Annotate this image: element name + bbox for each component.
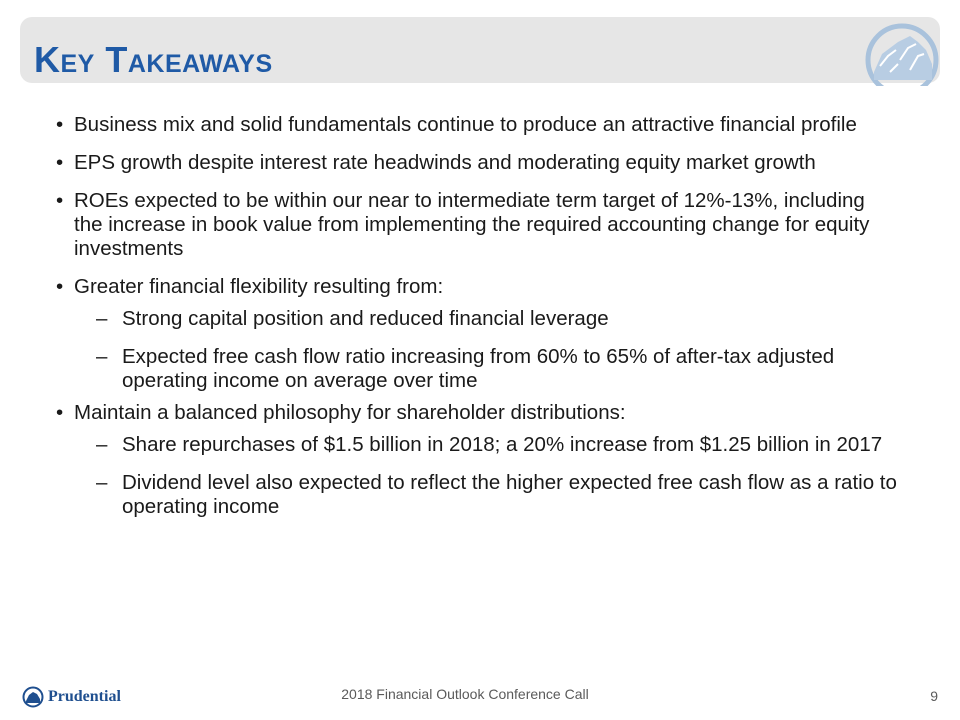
sub-bullet-capital (56, 307, 936, 331)
distributions-sub-list (56, 433, 936, 519)
flexibility-sub-list (56, 307, 936, 393)
brand-name: Prudential (48, 688, 121, 705)
bullet-roe (56, 189, 936, 261)
page-number: 9 (930, 688, 938, 704)
sub-bullet-dividend (56, 471, 936, 519)
sub-bullet-text: Share repurchases of $1.5 billion in 2018; a 20% increase from $1.25 billion in 2017 (122, 433, 883, 456)
sub-bullet-text: Dividend level also expected to reflect the higher expected free cash flow as a ratio to operating income (122, 471, 897, 518)
bullet-financial-flexibility (56, 275, 936, 299)
bullet-text: EPS growth despite interest rate headwinds and moderating equity market growth (74, 151, 816, 174)
bullet-eps-growth (56, 151, 936, 175)
sub-bullet-free-cash-flow (56, 345, 936, 393)
rock-of-gibraltar-icon (860, 20, 940, 86)
bullet-text: Maintain a balanced philosophy for shareholder distributions: (74, 401, 626, 424)
takeaways-list (56, 113, 936, 533)
dash-marker: – (96, 307, 108, 330)
page-title: Key Takeaways (34, 39, 273, 80)
sub-bullet-text: Strong capital position and reduced financial leverage (122, 307, 609, 330)
bullet-text: Business mix and solid fundamentals continue to produce an attractive financial profile (74, 113, 857, 136)
sub-bullet-repurchases (56, 433, 936, 457)
dash-marker: – (96, 471, 108, 494)
bullet-shareholder-distributions (56, 401, 936, 425)
bullet-business-mix (56, 113, 936, 137)
dash-marker: – (96, 345, 108, 368)
dash-marker: – (96, 433, 108, 456)
sub-bullet-text: Expected free cash flow ratio increasing from 60% to 65% of after-tax adjusted operating income on average over time (122, 345, 835, 392)
bullet-text: ROEs expected to be within our near to intermediate term target of 12%-13%, including the increase in book value from implementing the required accounting change for equity investments (74, 189, 870, 260)
footer-event: 2018 Financial Outlook Conference Call (341, 686, 589, 702)
bullet-text: Greater financial flexibility resulting from: (74, 275, 444, 298)
